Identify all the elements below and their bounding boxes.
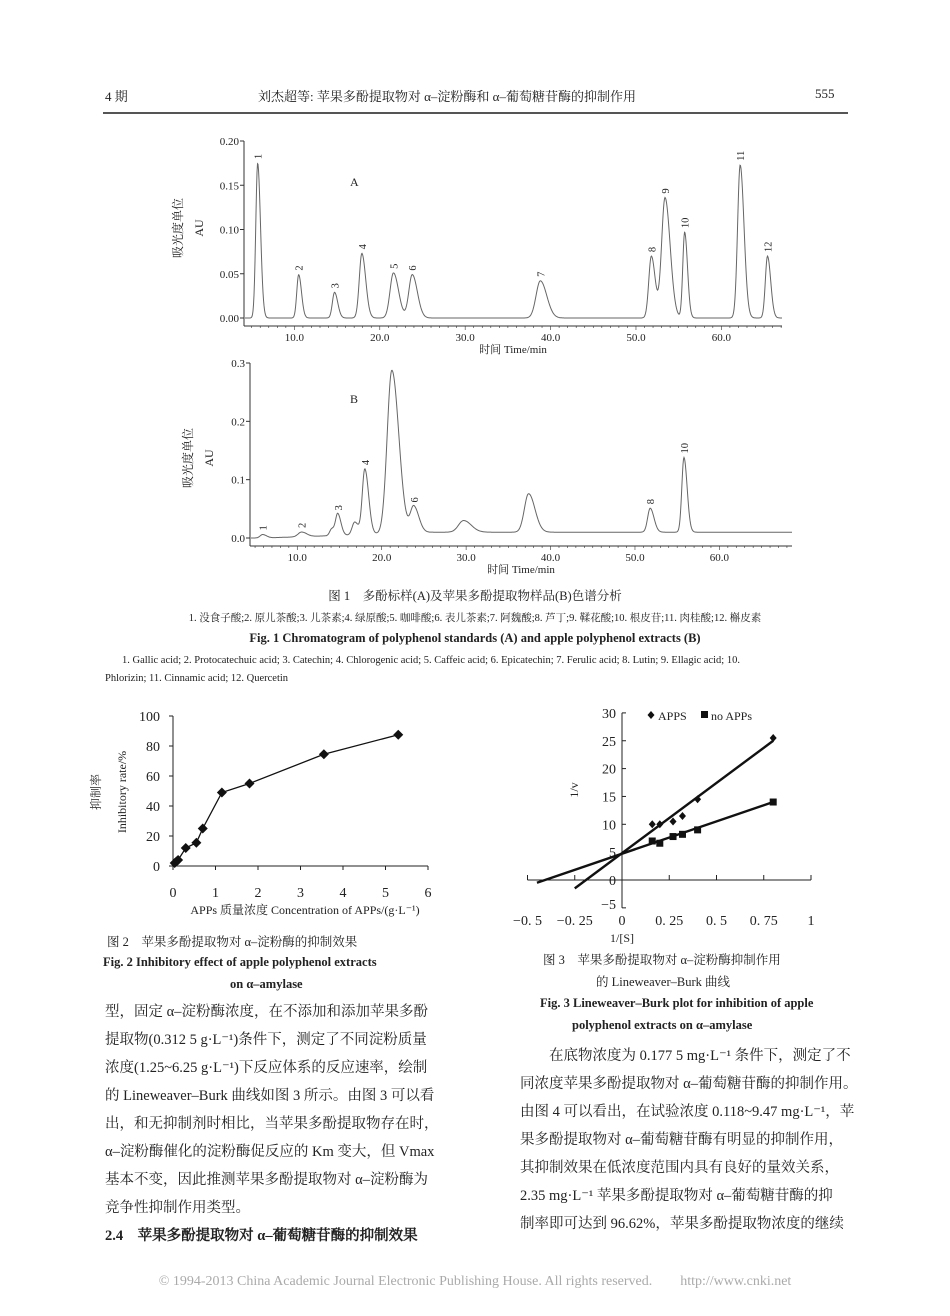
x-tick-label: 2: [254, 886, 262, 901]
y-axis-title-en: AU: [192, 219, 206, 237]
peak-label: 3: [330, 283, 342, 289]
peak-label: 11: [736, 150, 748, 161]
figure3-caption-en: Fig. 3 Lineweaver–Burk plot for inhibition of apple: [540, 996, 814, 1010]
legend-square-marker: [701, 711, 708, 718]
figure2-caption-cn: 图 2 苹果多酚提取物对 α–淀粉酶的抑制效果: [107, 935, 358, 949]
y-axis-title-cn: 吸光度单位: [181, 427, 195, 489]
x-tick-label: 40.0: [540, 552, 561, 564]
data-point: [245, 779, 255, 789]
data-point-no-apps: [694, 826, 701, 833]
x-tick-label: 20.0: [370, 332, 390, 344]
body-line: 型，固定 α–淀粉酶浓度，在不添加和添加苹果多酚: [105, 1004, 428, 1020]
body-line: 出，和无抑制剂时相比，当苹果多酚提取物存在时，: [105, 1116, 439, 1132]
peak-label: 8: [647, 246, 659, 253]
peak-label: 6: [409, 497, 421, 503]
y-tick-label: 0.20: [219, 136, 239, 148]
body-line: 基本不变，因此推测苹果多酚提取物对 α–淀粉酶为: [105, 1172, 428, 1188]
peak-label: 10: [679, 443, 691, 454]
x-tick-label: 4: [339, 886, 347, 901]
data-point: [198, 824, 208, 834]
x-tick-label: 10.0: [284, 332, 305, 344]
data-point-no-apps: [649, 838, 656, 845]
y-tick-label: 0.00: [219, 313, 239, 325]
body-line: 提取物(0.312 5 g·L⁻¹)条件下，测定了不同淀粉质量: [105, 1032, 427, 1048]
panel-label: A: [350, 175, 359, 189]
y-tick-label: 0.05: [219, 268, 239, 281]
y-tick-label: 80: [146, 740, 160, 755]
y-tick-label: 100: [139, 710, 160, 725]
panel-label: B: [350, 392, 359, 406]
y-axis-title: 1/v: [567, 782, 581, 798]
y-tick-label: 0: [153, 860, 160, 875]
y-tick-label: 0.0: [231, 533, 245, 545]
body-line: 2.35 mg·L⁻¹ 苹果多酚提取物对 α–葡萄糖苷酶的抑: [520, 1188, 833, 1204]
data-point: [319, 749, 329, 759]
y-tick-label: 25: [602, 734, 616, 750]
data-point: [181, 843, 191, 853]
y-tick-label: 0.10: [219, 224, 239, 237]
data-point: [393, 730, 403, 740]
figure3-caption-en-cont: polyphenol extracts on α–amylase: [572, 1018, 753, 1032]
data-point: [217, 788, 227, 798]
y-axis-title-cn: 吸光度单位: [171, 197, 185, 259]
legend-diamond-marker: [648, 711, 655, 719]
data-point-apps: [770, 734, 777, 742]
figure1-legend-en-cont: Phlorizin; 11. Cinnamic acid; 12. Quercetin: [105, 673, 289, 684]
data-point-no-apps: [656, 840, 663, 847]
peak-label: 8: [646, 499, 658, 505]
x-tick-label: 50.0: [626, 332, 646, 344]
y-tick-label: 40: [146, 800, 160, 815]
x-axis-title: 时间 Time/min: [487, 564, 555, 576]
x-tick-label: 60.0: [709, 552, 730, 564]
y-tick-label: 60: [146, 770, 160, 785]
body-left-column: [105, 998, 450, 1250]
body-line: 果多酚提取物对 α–葡萄糖苷酶有明显的抑制作用，: [520, 1132, 843, 1148]
y-tick-label: 0.15: [219, 180, 239, 193]
x-tick-label: 0: [169, 886, 177, 901]
body-line: 竞争性抑制作用类型。: [105, 1200, 250, 1216]
x-tick-label: 6: [424, 886, 432, 901]
peak-label: 10: [680, 217, 692, 229]
body-line: α–淀粉酶催化的淀粉酶促反应的 Km 变大，但 Vmax: [105, 1144, 435, 1160]
peak-label: 4: [360, 459, 372, 466]
x-tick-label: 3: [297, 886, 304, 901]
x-tick-label: 60.0: [711, 332, 731, 344]
peak-label: 12: [763, 241, 775, 253]
legend-label-no-apps: no APPs: [711, 709, 753, 723]
y-tick-label: 0.1: [231, 474, 245, 487]
running-title: 刘杰超等: 苹果多酚提取物对 α–淀粉酶和 α–葡萄糖苷酶的抑制作用: [258, 89, 636, 104]
x-tick-label: 30.0: [456, 552, 476, 564]
y-tick-label: 10: [602, 818, 616, 834]
peak-label: 7: [536, 271, 548, 277]
issue-number: 4 期: [105, 89, 128, 104]
body-line: 同浓度苹果多酚提取物对 α–葡萄糖苷酶的抑制作用。: [520, 1076, 858, 1092]
peak-label: 6: [408, 265, 420, 271]
data-point: [191, 838, 201, 848]
body-right-column: [520, 1042, 860, 1238]
x-tick-label: 1: [807, 914, 815, 929]
x-axis-title: APPs 质量浓度 Concentration of APPs/(g·L⁻¹): [190, 903, 420, 917]
peak-label: 9: [661, 188, 673, 194]
y-tick-label: 0.3: [231, 358, 245, 370]
y-tick-label: −5: [601, 897, 616, 913]
x-tick-label: 1: [212, 886, 219, 901]
data-point-no-apps: [679, 831, 686, 838]
y-tick-label: 5: [609, 846, 616, 862]
y-tick-label: 0: [609, 874, 616, 889]
data-point-no-apps: [670, 833, 677, 840]
figure3-caption-cn-cont: 的 Lineweaver–Burk 曲线: [596, 975, 730, 989]
y-axis-title-cn: 抑制率: [89, 773, 103, 811]
x-tick-label: −0. 25: [556, 914, 593, 929]
peak-label: 2: [294, 265, 306, 271]
body-line: 在底物浓度为 0.177 5 mg·L⁻¹ 条件下，测定了不: [520, 1048, 851, 1064]
y-axis-title-en: AU: [202, 449, 216, 467]
figure2-caption-en-cont: on α–amylase: [230, 977, 303, 991]
chromatogram-trace: [251, 370, 792, 538]
copyright-footer: © 1994-2013 China Academic Journal Electronic Publishing House. All rights reserved. http://www.cnki.net: [158, 1274, 792, 1289]
peak-label: 3: [333, 505, 345, 511]
peak-label: 2: [297, 522, 309, 529]
body-line: 制率即可达到 96.62%，苹果多酚提取物浓度的继续: [520, 1216, 844, 1232]
body-line: 由图 4 可以看出，在试验浓度 0.118~9.47 mg·L⁻¹，苹: [520, 1104, 855, 1120]
section-heading: [105, 1222, 450, 1250]
page-number: 555: [815, 86, 835, 101]
figure1-legend-cn: 1. 没食子酸;2. 原儿茶酸;3. 儿茶素;4. 绿原酸;5. 咖啡酸;6. 表儿茶素;7. 阿魏酸;8. 芦丁;9. 鞣花酸;10. 根皮苷;11. 肉桂酸;12. 槲皮素: [188, 613, 762, 624]
data-point-apps: [670, 818, 677, 826]
x-tick-label: 5: [382, 886, 389, 901]
y-tick-label: 20: [146, 830, 160, 845]
peak-label: 1: [253, 153, 265, 160]
data-point-apps: [679, 812, 686, 820]
data-point-no-apps: [770, 799, 777, 806]
figure1-legend-en: 1. Gallic acid; 2. Protocatechuic acid; 3. Catechin; 4. Chlorogenic acid; 5. Caffeic acid; 6. Epicatechin; 7. Ferulic acid; 8. Lutin; 9. Ellagic acid; 10.: [122, 655, 740, 666]
x-tick-label: 10.0: [287, 552, 307, 564]
x-tick-label: −0. 5: [513, 914, 542, 929]
x-tick-label: 0. 5: [706, 914, 727, 929]
y-tick-label: 15: [602, 790, 616, 806]
peak-label: 4: [357, 244, 369, 250]
body-line: 浓度(1.25~6.25 g·L⁻¹)下反应体系的反应速率，绘制: [105, 1060, 428, 1076]
data-point-apps: [649, 820, 656, 828]
x-tick-label: 40.0: [540, 332, 561, 344]
series-line: [175, 735, 399, 863]
x-tick-label: 50.0: [625, 552, 645, 564]
body-line: 的 Lineweaver–Burk 曲线如图 3 所示。由图 3 可以看: [105, 1088, 435, 1104]
x-tick-label: 20.0: [372, 552, 392, 564]
y-tick-label: 20: [602, 762, 616, 778]
x-tick-label: 0. 25: [655, 914, 684, 929]
y-tick-label: 30: [602, 706, 616, 722]
legend-label-apps: APPS: [658, 709, 687, 723]
figure3-caption-cn: 图 3 苹果多酚提取物对 α–淀粉酶抑制作用: [543, 953, 781, 967]
figure1-caption-en: Fig. 1 Chromatogram of polyphenol standards (A) and apple polyphenol extracts (B): [249, 631, 701, 645]
figure2-caption-en: Fig. 2 Inhibitory effect of apple polyphenol extracts: [103, 955, 377, 969]
chromatogram-trace: [245, 164, 782, 318]
peak-label: 1: [258, 525, 270, 531]
y-tick-label: 0.2: [231, 416, 245, 429]
x-tick-label: 0. 75: [749, 914, 778, 929]
x-axis-title: 时间 Time/min: [479, 344, 547, 356]
peak-label: 5: [389, 263, 401, 269]
figure1-caption-cn: 图 1 多酚标样(A)及苹果多酚提取物样品(B)色谱分析: [328, 589, 622, 603]
x-tick-label: 0: [618, 914, 626, 929]
x-tick-label: 30.0: [455, 332, 475, 344]
section-number: 2.4: [105, 1228, 124, 1244]
x-axis-title: 1/[S]: [610, 931, 634, 945]
body-line: 其抑制效果在低浓度范围内具有良好的量效关系，: [520, 1160, 839, 1176]
section-title: 苹果多酚提取物对 α–葡萄糖苷酶的抑制效果: [137, 1228, 418, 1244]
y-axis-title-en: Inhibitory rate/%: [115, 750, 129, 834]
